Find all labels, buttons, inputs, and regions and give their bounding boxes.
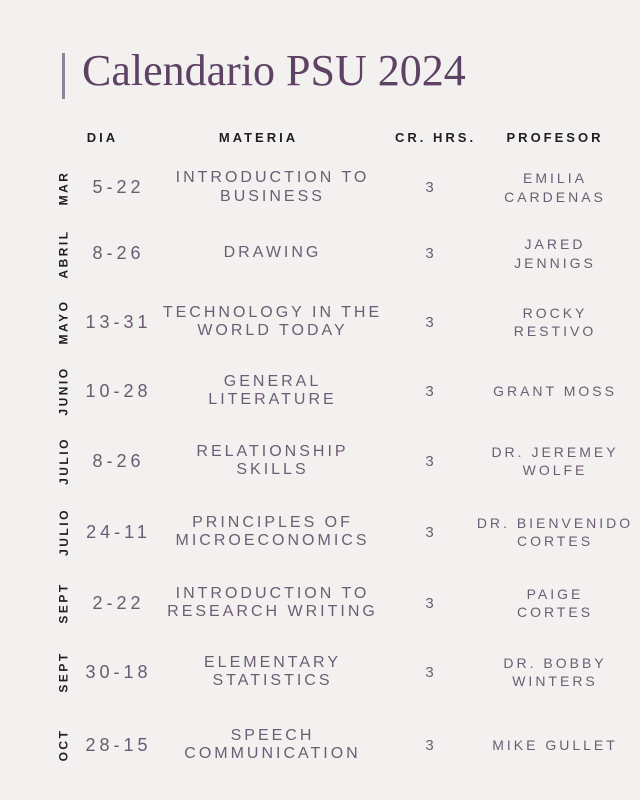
month-cell: [45, 288, 82, 356]
month-label: MAYO: [56, 299, 71, 345]
month-label: JULIO: [56, 508, 71, 556]
dia-cell: 13-31: [85, 311, 152, 332]
month-label: MAR: [56, 170, 71, 205]
month-cell: [45, 426, 82, 496]
profesor-line: JARED: [524, 236, 586, 253]
table-header-row: [45, 125, 640, 149]
month-cell: [45, 356, 82, 426]
materia-cell: [155, 244, 390, 262]
schedule-table: [45, 125, 640, 784]
month-cell: [45, 156, 82, 219]
cr-hrs-cell: 3: [425, 663, 435, 681]
dia-cell: 24-11: [86, 521, 151, 542]
profesor-cell: [470, 304, 640, 340]
profesor-line: DR. JEREMEY: [491, 443, 619, 460]
materia-line: STATISTICS: [212, 672, 333, 689]
month-cell: [45, 706, 82, 784]
column-header-dia: DIA: [86, 129, 119, 145]
profesor-cell: [470, 736, 640, 754]
materia-line: INTRODUCTION TO: [175, 584, 370, 602]
materia-cell: [155, 585, 390, 622]
month-label: SEPT: [56, 582, 71, 624]
materia-line: ELEMENTARY: [204, 653, 341, 671]
materia-cell: [155, 514, 390, 551]
table-row: [45, 706, 640, 784]
profesor-cell: [470, 235, 640, 271]
month-label: ABRIL: [56, 228, 71, 279]
month-cell: [45, 638, 82, 706]
profesor-line: CORTES: [516, 604, 594, 620]
materia-cell: [155, 443, 390, 480]
month-label: OCT: [56, 728, 71, 762]
table-row: [45, 568, 640, 638]
column-header-materia: MATERIA: [218, 129, 299, 145]
profesor-cell: [470, 169, 640, 205]
materia-cell: [155, 373, 390, 410]
profesor-line: ROCKY: [522, 304, 588, 321]
dia-cell: 8-26: [92, 243, 145, 263]
profesor-cell: [470, 443, 640, 479]
profesor-cell: [470, 654, 640, 690]
profesor-cell: [470, 514, 640, 550]
materia-line: PRINCIPLES OF: [192, 513, 353, 531]
profesor-line: RESTIVO: [513, 323, 597, 339]
month-cell: [45, 219, 82, 288]
title-accent-bar: [62, 53, 65, 99]
materia-line: SPEECH: [230, 726, 315, 744]
materia-line: GENERAL: [223, 372, 322, 390]
profesor-cell: [470, 382, 640, 400]
month-label: SEPT: [56, 651, 71, 693]
table-row: [45, 156, 640, 219]
dia-cell: 5-22: [92, 177, 145, 197]
month-cell: [45, 568, 82, 638]
materia-line: COMMUNICATION: [184, 745, 361, 762]
materia-line: TECHNOLOGY IN THE: [162, 303, 383, 321]
table-row: [45, 638, 640, 706]
table-row: [45, 496, 640, 568]
cr-hrs-cell: 3: [425, 179, 435, 196]
cr-hrs-cell: 3: [425, 523, 435, 541]
cr-hrs-cell: 3: [425, 382, 435, 400]
profesor-line: WOLFE: [522, 462, 588, 478]
dia-cell: 30-18: [85, 661, 152, 682]
materia-line: RESEARCH WRITING: [167, 603, 378, 620]
dia-cell: 10-28: [85, 380, 152, 401]
dia-cell: 2-22: [92, 592, 145, 613]
cr-hrs-cell: 3: [425, 313, 435, 331]
materia-cell: [155, 304, 390, 341]
profesor-line: PAIGE: [526, 585, 584, 602]
month-label: JULIO: [56, 437, 71, 485]
page-title: Calendario PSU 2024: [82, 46, 466, 95]
materia-cell: [155, 727, 390, 764]
column-header-cr-hrs: CR. HRS.: [395, 129, 477, 145]
materia-line: INTRODUCTION TO: [175, 169, 370, 187]
profesor-line: MIKE GULLET: [492, 736, 618, 753]
profesor-line: DR. BIENVENIDO: [476, 514, 634, 531]
column-header-profesor: PROFESOR: [506, 129, 604, 145]
table-body: [45, 156, 640, 784]
profesor-line: GRANT MOSS: [493, 382, 617, 399]
cr-hrs-cell: 3: [425, 594, 435, 612]
month-cell: [45, 496, 82, 568]
title-block: [62, 47, 466, 99]
profesor-line: WINTERS: [512, 673, 598, 689]
table-row: [45, 426, 640, 496]
profesor-line: EMILIA: [523, 170, 587, 187]
materia-line: BUSINESS: [220, 187, 325, 205]
profesor-line: DR. BOBBY: [503, 654, 607, 671]
cr-hrs-cell: 3: [425, 452, 435, 470]
materia-line: WORLD TODAY: [197, 322, 348, 339]
cr-hrs-cell: 3: [425, 245, 435, 262]
profesor-cell: [470, 585, 640, 621]
materia-line: MICROECONOMICS: [175, 532, 370, 549]
profesor-line: CORTES: [516, 533, 594, 549]
profesor-line: CARDENAS: [504, 188, 606, 205]
table-row: [45, 219, 640, 288]
month-label: JUNIO: [56, 366, 71, 416]
profesor-line: JENNIGS: [514, 254, 596, 271]
materia-cell: [155, 169, 390, 206]
materia-line: RELATIONSHIP: [196, 442, 349, 460]
table-row: [45, 356, 640, 426]
materia-cell: [155, 654, 390, 691]
dia-cell: 28-15: [85, 734, 152, 755]
materia-line: SKILLS: [236, 461, 309, 478]
dia-cell: 8-26: [92, 450, 145, 471]
materia-line: DRAWING: [223, 244, 322, 262]
table-row: [45, 288, 640, 356]
cr-hrs-cell: 3: [425, 736, 435, 754]
materia-line: LITERATURE: [208, 391, 337, 408]
